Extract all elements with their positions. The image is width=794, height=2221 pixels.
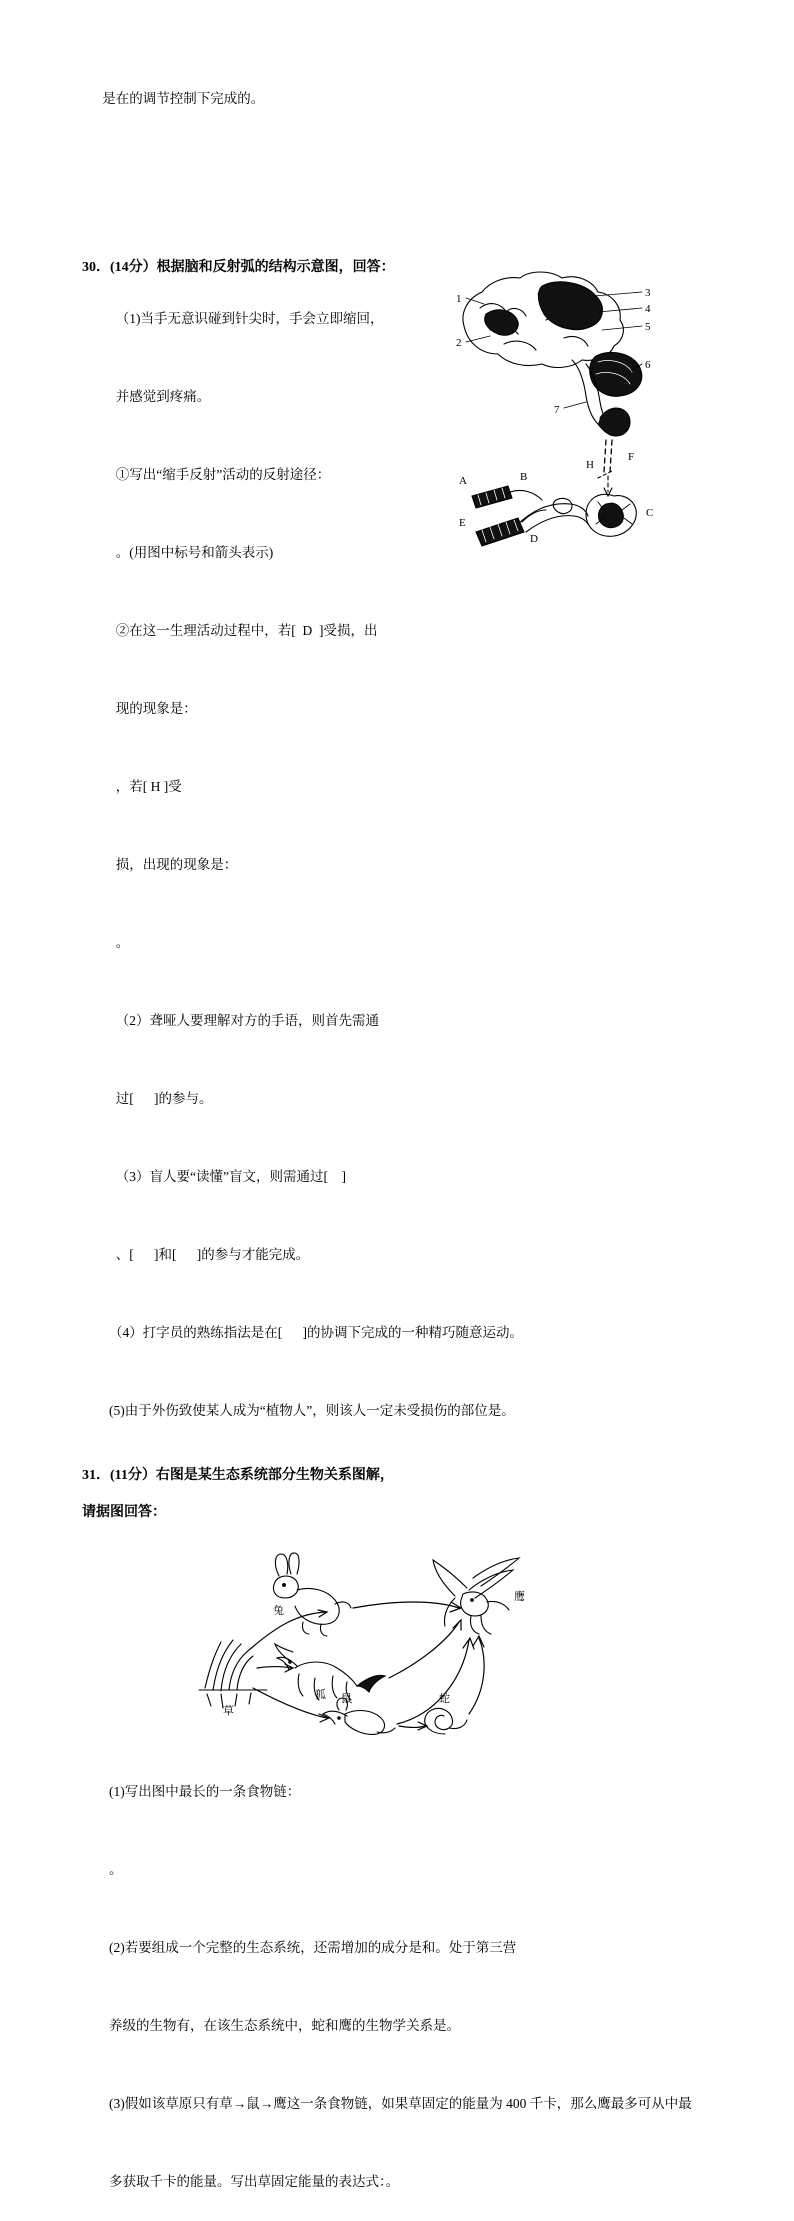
q30-item3-line1	[82, 1138, 412, 1216]
q30-item1-sub2-text: ②在这一生理活动过程中，若[ D ]受损，出	[115, 623, 378, 638]
svg-text:6: 6	[645, 359, 651, 371]
q31-item1-line	[82, 1753, 712, 1831]
q30-item5-suffix: 。	[501, 1403, 515, 1418]
q30-item2-line2-text: 过[ ]	[115, 1091, 159, 1106]
q30-item1-sub2-line2-text: 现的现象是：	[115, 701, 197, 716]
q30-item3-line2-mid: 和[ ]	[158, 1247, 202, 1262]
q30-item1-sub1-cont	[82, 514, 412, 592]
q30-item1-sub2-line5	[82, 904, 412, 982]
q30-item4-suffix: 的协调下完成的一种精巧随意运动。	[307, 1325, 523, 1340]
q30-item2-line2	[82, 1060, 412, 1138]
svg-text:3: 3	[645, 287, 651, 299]
q31-item2-text-d: 养级的生物有	[109, 2018, 190, 2033]
q30-item3-line1-text: （3）盲人要“读懂”盲文，则需通过[ ]	[115, 1169, 346, 1184]
q30-item1-sub2-line2	[82, 670, 412, 748]
q30-item3-line2-suffix: 的参与才能完成。	[201, 1247, 310, 1262]
q31-item3-period: 。	[385, 2174, 400, 2189]
q31-item2-line1	[82, 1909, 712, 1987]
q31-item2-text-a: (2)若要组成一个完整的生态系统，还需增加的成分是	[109, 1940, 422, 1955]
top-fragment-line	[82, 60, 712, 138]
q31-item1-answer-line	[82, 1831, 712, 1909]
q30-item1-sub2-line3-text: ，若[ H ]受	[115, 779, 182, 794]
q31-item3-line1	[82, 2065, 712, 2143]
q30-item1-sub2	[82, 592, 412, 670]
page-content	[82, 60, 712, 2221]
q30-item1-sub2-line4-text: 损，出现的现象是：	[115, 857, 238, 872]
q31-item2-text-e: ，在该生态系统中，蛇和鹰的生物学关系是	[190, 2018, 447, 2033]
q31-item3-line2	[82, 2143, 712, 2221]
svg-text:草: 草	[223, 1705, 234, 1717]
q31-item2-line2	[82, 1987, 712, 2065]
svg-text:1: 1	[456, 293, 462, 305]
svg-text:C: C	[646, 507, 654, 519]
question-31-heading-line1: 31．(11分）右图是某生态系统部分生物关系图解，	[82, 1468, 394, 1483]
svg-text:鹰: 鹰	[514, 1591, 525, 1603]
q30-item4-text: （4）打字员的熟练指法是在[ ]	[109, 1325, 307, 1340]
q30-item1-sub1-text: ①写出“缩手反射”活动的反射途径：	[115, 467, 331, 482]
q30-item1-line1-text: （1)当手无意识碰到针尖时，手会立即缩回，	[115, 311, 384, 326]
q30-item2-line2-suffix: 的参与。	[158, 1091, 213, 1106]
q30-item5-text: (5)由于外伤致使某人成为“植物人”，则该人一定未受损伤的部位是	[109, 1403, 502, 1418]
q31-item3-text-c: 千卡的能量。写出草固定能量的表达式：	[149, 2174, 386, 2189]
svg-text:狐: 狐	[315, 1689, 326, 1701]
q30-item4-line	[82, 1294, 712, 1372]
svg-text:D: D	[530, 533, 538, 545]
svg-text:蛇: 蛇	[439, 1693, 450, 1705]
ecosystem-food-web-diagram	[187, 1538, 607, 1753]
svg-text:7: 7	[554, 404, 560, 416]
q31-item1-text: (1)写出图中最长的一条食物链：	[109, 1784, 301, 1799]
top-fragment-prefix: 是在	[102, 91, 130, 106]
q30-item1-line1	[82, 280, 412, 358]
q30-item1-sub2-line4	[82, 826, 412, 904]
svg-text:2: 2	[456, 337, 462, 349]
q30-item1-line2-text: 并感觉到疼痛。	[115, 389, 211, 404]
svg-text:F: F	[628, 451, 635, 463]
q30-item5-line	[82, 1372, 712, 1450]
svg-text:A: A	[459, 475, 467, 487]
svg-text:5: 5	[645, 321, 651, 333]
svg-text:B: B	[520, 471, 528, 483]
q31-item1-period: 。	[109, 1862, 123, 1877]
q30-item1-sub2-line5-text: 。	[115, 935, 130, 950]
vertical-spacer	[82, 138, 712, 256]
q30-item1-sub1	[82, 436, 412, 514]
q30-item3-line2-text: 、[ ]	[115, 1247, 159, 1262]
brain-and-reflex-arc-diagram	[446, 264, 716, 544]
top-fragment-suffix: 的调节控制下完成的。	[129, 91, 265, 106]
question-30-text	[82, 280, 412, 1294]
ecosystem-figure-svg	[187, 1538, 607, 1753]
svg-text:鼠: 鼠	[341, 1693, 352, 1705]
q31-item2-text-f: 。	[446, 2018, 460, 2033]
q30-item2-line1-text: （2）聋哑人要理解对方的手语，则首先需通	[115, 1013, 379, 1028]
svg-text:4: 4	[645, 303, 651, 315]
brain-figure-svg	[446, 264, 716, 549]
q30-item1-sub1-cont-text: 。(用图中标号和箭头表示)	[115, 545, 274, 560]
q30-item2-line1	[82, 982, 412, 1060]
svg-text:E: E	[459, 517, 466, 529]
q30-item1-sub2-line3	[82, 748, 412, 826]
q30-item3-line2	[82, 1216, 412, 1294]
question-31-block	[82, 1464, 712, 2221]
question-30-block	[82, 256, 712, 1450]
question-30-heading: 30．(14分）根据脑和反射弧的结构示意图，回答：	[82, 260, 395, 275]
q31-item3-text-a: (3)假如该草原只有草→鼠→鹰这一条食物链，如果草固定的能量为 400 千卡，那么鹰最多可从中最	[109, 2096, 692, 2111]
question-31-heading-line2: 请据图回答：	[82, 1505, 166, 1520]
q31-item2-text-c: 。处于第三营	[435, 1940, 517, 1955]
svg-text:兔: 兔	[273, 1605, 284, 1617]
q30-item1-line2	[82, 358, 412, 436]
q31-item2-text-b: 和	[421, 1940, 436, 1955]
svg-text:H: H	[586, 459, 594, 471]
ecosystem-figure-labels	[223, 1589, 525, 1717]
q31-item3-text-b: 多获取	[109, 2174, 150, 2189]
